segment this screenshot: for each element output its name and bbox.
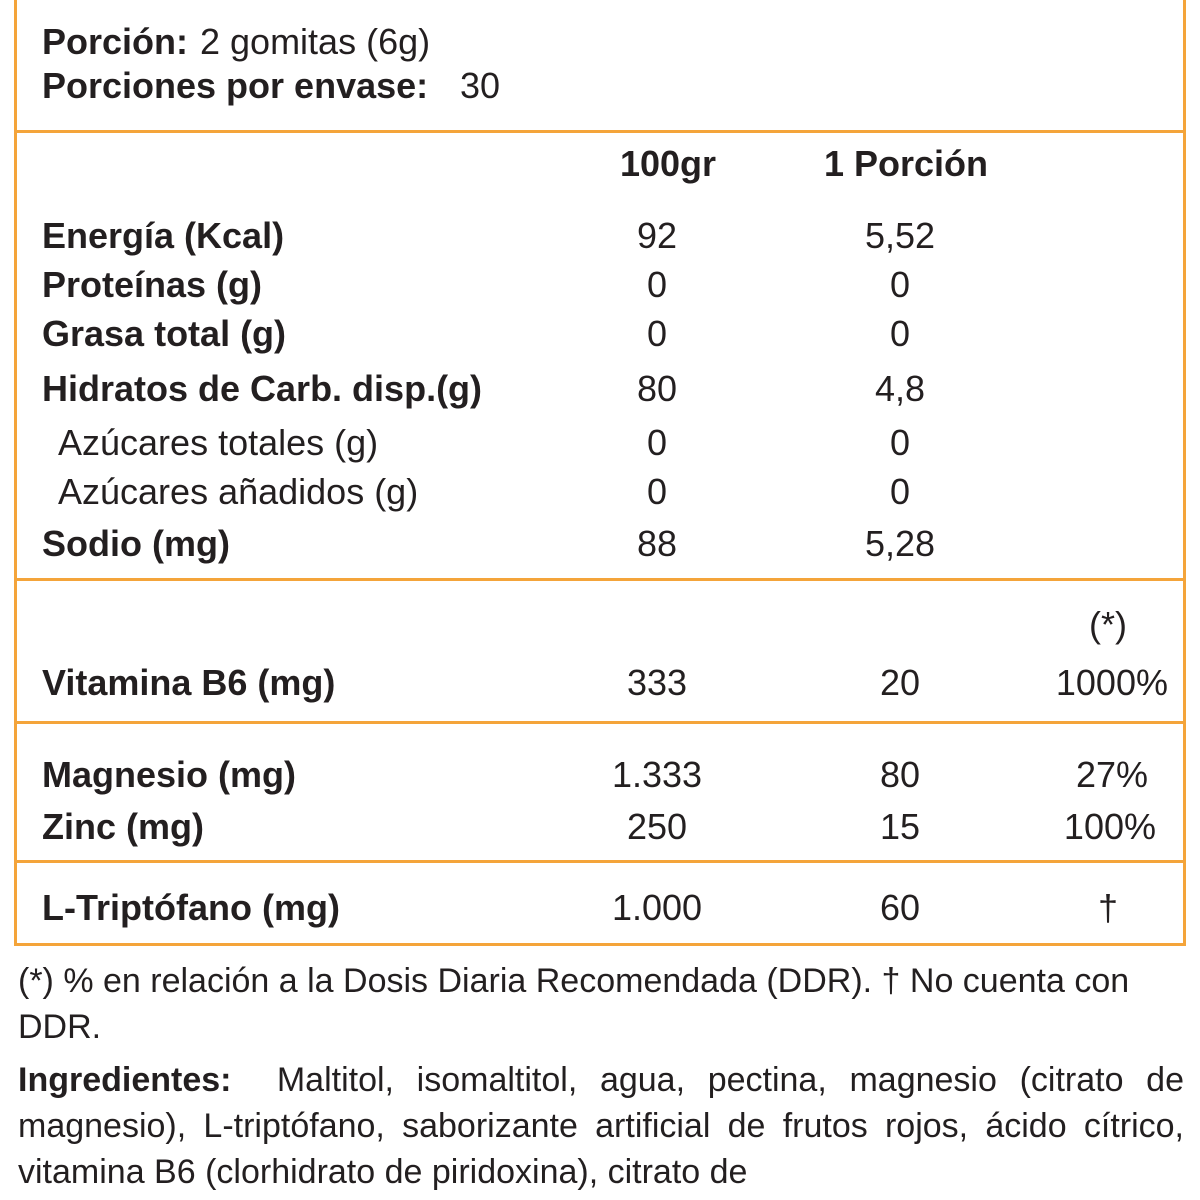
serving-value: 2 gomitas (6g)	[200, 21, 431, 62]
column-header-100g: 100gr	[619, 143, 717, 184]
micronutrient-ddr: 27%	[1075, 754, 1148, 795]
nutrient-value-portion: 0	[889, 422, 911, 463]
nutrient-value-100g: 0	[646, 264, 668, 305]
nutrient-name: Sodio (mg)	[42, 523, 230, 564]
micronutrient-value-portion: 20	[879, 662, 921, 703]
ingredients-label: Ingredientes:	[18, 1061, 232, 1099]
nutrient-name: Azúcares totales (g)	[58, 422, 379, 463]
micronutrient-value-portion: 80	[879, 754, 921, 795]
divider-line	[17, 130, 1183, 133]
nutrient-value-portion: 5,28	[864, 523, 936, 564]
nutrient-value-portion: 0	[889, 471, 911, 512]
serving-label: Porción:	[42, 21, 189, 62]
divider-line	[17, 578, 1183, 581]
micronutrient-name: Magnesio (mg)	[42, 754, 297, 795]
nutrient-value-100g: 80	[636, 368, 678, 409]
micronutrient-value-100g: 1.000	[611, 887, 703, 928]
divider-line	[17, 721, 1183, 724]
nutrient-value-portion: 5,52	[864, 215, 936, 256]
micronutrient-ddr: 100%	[1063, 806, 1156, 847]
micronutrient-value-100g: 333	[626, 662, 688, 703]
nutrient-name: Energía (Kcal)	[42, 215, 285, 256]
ingredients-text: Maltitol, isomaltitol, agua, pectina, magnesio (citrato de magnesio), L-triptófano, saborizante artificial de frutos rojos, ácido cítrico, vitamina B6 (clorhidrato de piridoxina), citrato de	[18, 1061, 1184, 1191]
micronutrient-name: L-Triptófano (mg)	[42, 887, 340, 928]
nutrient-value-100g: 0	[646, 422, 668, 463]
micronutrient-value-portion: 60	[879, 887, 921, 928]
micronutrient-value-portion: 15	[879, 806, 921, 847]
nutrient-value-portion: 0	[889, 264, 911, 305]
nutrient-value-100g: 92	[636, 215, 678, 256]
nutrient-name: Grasa total (g)	[42, 313, 287, 354]
footnote: (*) % en relación a la Dosis Diaria Recomendada (DDR). † No cuenta con DDR.	[18, 962, 1130, 1046]
nutrient-value-portion: 4,8	[874, 368, 926, 409]
micronutrient-ddr: 1000%	[1055, 662, 1168, 703]
nutrient-name: Hidratos de Carb. disp.(g)	[42, 368, 483, 409]
divider-line	[17, 860, 1183, 863]
ingredients-paragraph	[18, 1057, 1184, 1195]
nutrient-value-100g: 0	[646, 471, 668, 512]
nutrient-name: Proteínas (g)	[42, 264, 263, 305]
ddr-column-header: (*)	[1089, 604, 1127, 645]
servings-per-pack-value: 30	[460, 65, 501, 106]
micronutrient-value-100g: 250	[626, 806, 688, 847]
servings-per-pack-label: Porciones por envase:	[42, 65, 429, 106]
nutrient-value-portion: 0	[889, 313, 911, 354]
nutrient-value-100g: 88	[636, 523, 678, 564]
micronutrient-value-100g: 1.333	[611, 754, 703, 795]
micronutrient-name: Zinc (mg)	[42, 806, 204, 847]
micronutrient-ddr: †	[1097, 887, 1119, 928]
micronutrient-name: Vitamina B6 (mg)	[42, 662, 336, 703]
nutrient-value-100g: 0	[646, 313, 668, 354]
nutrient-name: Azúcares añadidos (g)	[58, 471, 419, 512]
column-header-portion: 1 Porción	[823, 143, 989, 184]
